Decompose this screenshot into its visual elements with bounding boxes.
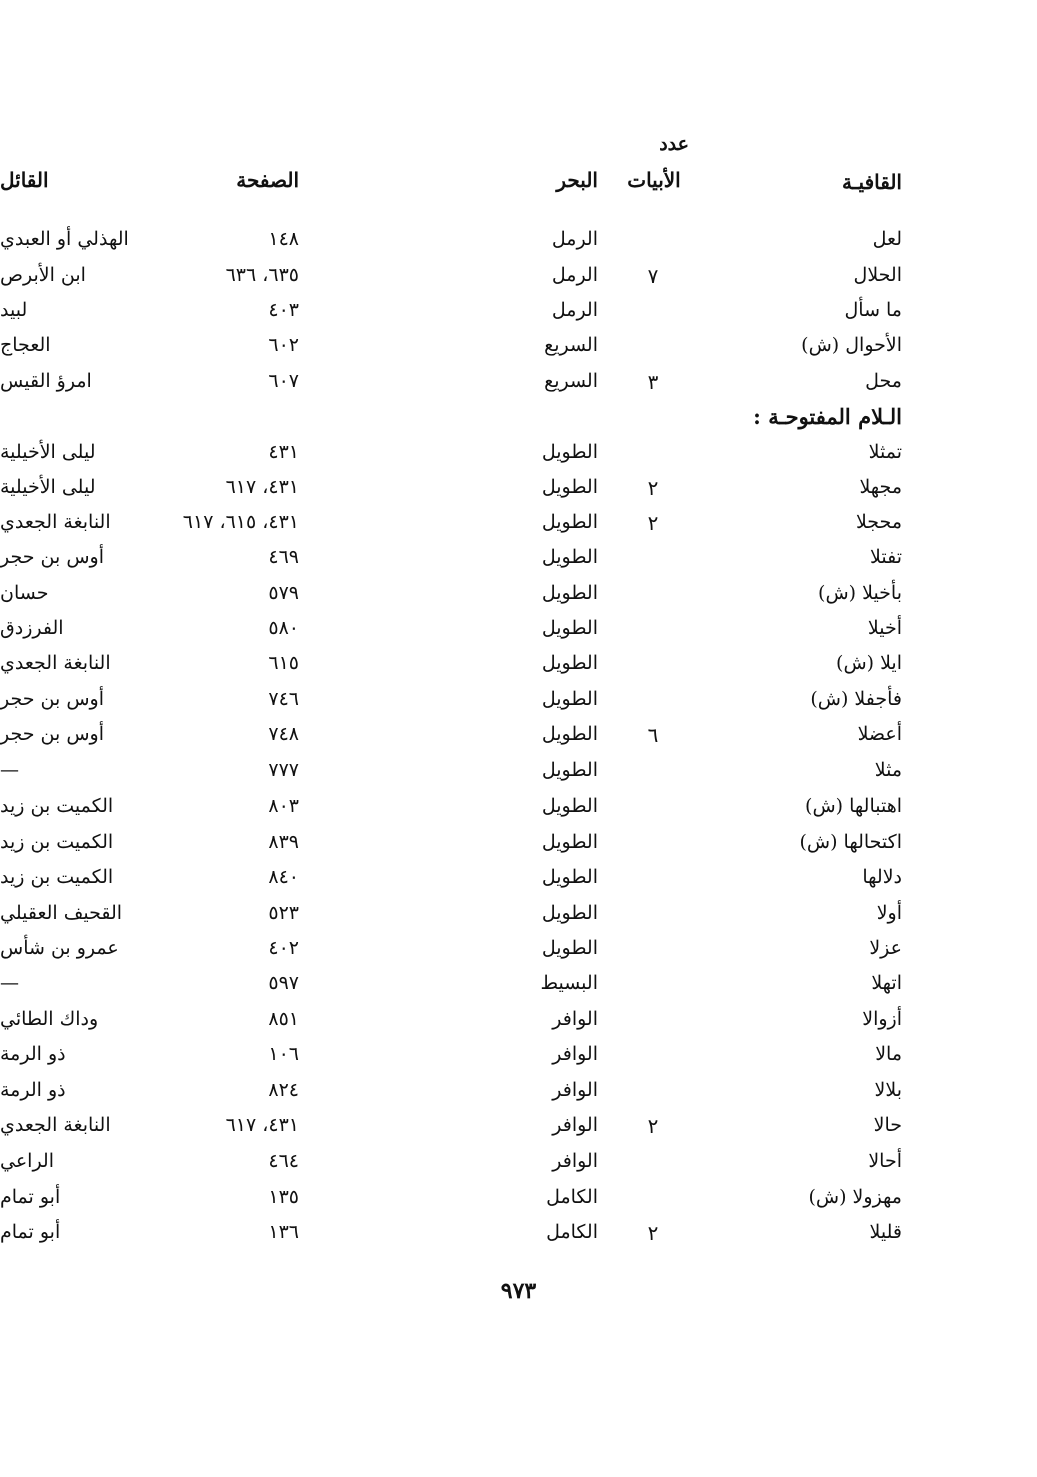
page-cell: ٥٢٣ xyxy=(268,902,299,924)
table-row xyxy=(0,617,1037,651)
page-cell: ٧٤٨ xyxy=(268,723,299,745)
table-row xyxy=(0,688,1037,722)
page-cell: ١٣٥ xyxy=(268,1186,299,1208)
qail-cell: لبيد xyxy=(0,299,28,321)
page-cell: ٨٣٩ xyxy=(268,831,299,853)
qail-cell: الهذلي أو العبدي xyxy=(0,228,129,250)
qail-cell: عمرو بن شأس xyxy=(0,937,119,959)
header-qail: القائل xyxy=(0,168,49,192)
qail-cell: وداك الطائي xyxy=(0,1008,99,1030)
bahr-cell: الطويل xyxy=(541,866,598,888)
table-row xyxy=(0,334,1037,368)
bahr-cell: الطويل xyxy=(541,476,598,498)
header-qafiya: القافيـة xyxy=(841,170,902,194)
table-row xyxy=(0,441,1037,475)
bahr-cell: الطويل xyxy=(541,723,598,745)
bahr-cell: الكامل xyxy=(546,1186,598,1208)
page-cell: ٤٦٩ xyxy=(268,546,299,568)
page-cell: ١٠٦ xyxy=(268,1043,299,1065)
qafiya-cell: بلالا xyxy=(874,1079,902,1101)
page-cell: ٤٣١، ٦١٥، ٦١٧ xyxy=(182,511,299,533)
qail-cell: ذو الرمة xyxy=(0,1079,66,1101)
qafiya-cell: مثلا xyxy=(874,759,902,781)
qafiya-cell: مهزولا (ش) xyxy=(808,1186,902,1208)
qail-cell: ابن الأبرص xyxy=(0,264,86,286)
qail-cell: القحيف العقيلي xyxy=(0,902,123,924)
table-row xyxy=(0,299,1037,333)
count-cell: ٢ xyxy=(647,1221,659,1245)
page-cell: ١٣٦ xyxy=(268,1221,299,1243)
table-row xyxy=(0,370,1037,404)
qafiya-cell: حالا xyxy=(873,1114,902,1136)
qafiya-cell: الحلال xyxy=(853,264,902,286)
page-cell: ٨٤٠ xyxy=(268,866,299,888)
qail-cell: ليلى الأخيلية xyxy=(0,441,96,463)
qafiya-cell: أخيلا xyxy=(867,617,902,639)
bahr-cell: الرمل xyxy=(551,299,598,321)
qafiya-cell: أزوالا xyxy=(862,1008,902,1030)
page-cell: ٨٢٤ xyxy=(268,1079,299,1101)
qafiya-cell: اكتحالها (ش) xyxy=(799,831,902,853)
table-row xyxy=(0,866,1037,900)
qafiya-cell: ما سأل xyxy=(844,299,902,321)
page-cell: ٥٩٧ xyxy=(268,972,299,994)
qafiya-cell: اهتبالها (ش) xyxy=(805,795,902,817)
count-cell: ٢ xyxy=(647,511,659,535)
qail-cell: أبو تمام xyxy=(0,1221,61,1243)
qail-cell: أوس بن حجر xyxy=(0,688,104,710)
table-row xyxy=(0,1114,1037,1148)
page-cell: ٦٠٢ xyxy=(268,334,299,356)
qail-cell: أوس بن حجر xyxy=(0,723,104,745)
qail-cell: الفرزدق xyxy=(0,617,64,639)
qail-cell: الكميت بن زيد xyxy=(0,866,114,888)
qail-cell: الكميت بن زيد xyxy=(0,831,114,853)
table-row xyxy=(0,546,1037,580)
table-row xyxy=(0,1008,1037,1042)
table-row xyxy=(0,723,1037,757)
qail-cell: النابغة الجعدي xyxy=(0,1114,111,1136)
count-cell: ٦ xyxy=(647,723,659,747)
bahr-cell: الوافر xyxy=(552,1008,598,1030)
qafiya-cell: عزلا xyxy=(869,937,902,959)
qafiya-cell: مجهلا xyxy=(859,476,902,498)
qafiya-cell: دلالها xyxy=(862,866,902,888)
table-row xyxy=(0,902,1037,936)
bahr-cell: السريع xyxy=(544,334,598,356)
bahr-cell: الطويل xyxy=(541,617,598,639)
bahr-cell: الطويل xyxy=(541,688,598,710)
qafiya-cell: لعل xyxy=(872,228,902,250)
bahr-cell: الطويل xyxy=(541,441,598,463)
table-row xyxy=(0,1150,1037,1184)
bahr-cell: الوافر xyxy=(552,1043,598,1065)
bahr-cell: الطويل xyxy=(541,937,598,959)
qafiya-cell: تمثلا xyxy=(868,441,902,463)
bahr-cell: الرمل xyxy=(551,228,598,250)
bahr-cell: البسيط xyxy=(540,972,598,994)
page-cell: ٤٣١، ٦١٧ xyxy=(225,1114,299,1136)
table-row xyxy=(0,476,1037,510)
qail-cell: أوس بن حجر xyxy=(0,546,104,568)
bahr-cell: الطويل xyxy=(541,759,598,781)
table-row xyxy=(0,1221,1037,1255)
page-cell: ٤٠٣ xyxy=(268,299,299,321)
qafiya-cell: ايلا (ش) xyxy=(836,652,902,674)
bahr-cell: الطويل xyxy=(541,652,598,674)
bahr-cell: الكامل xyxy=(546,1221,598,1243)
qafiya-cell: محل xyxy=(865,370,902,392)
table-row xyxy=(0,511,1037,545)
bahr-cell: الطويل xyxy=(541,546,598,568)
header-bahr: البحر xyxy=(556,168,598,192)
qail-cell: — xyxy=(0,759,19,781)
page-cell: ٦٣٥، ٦٣٦ xyxy=(225,264,299,286)
table-row xyxy=(0,759,1037,793)
page-cell: ٤٣١ xyxy=(268,441,299,463)
bahr-cell: الطويل xyxy=(541,902,598,924)
bahr-cell: الطويل xyxy=(541,582,598,604)
page-cell: ٤٣١، ٦١٧ xyxy=(225,476,299,498)
table-row xyxy=(0,795,1037,829)
count-cell: ٧ xyxy=(647,264,659,288)
bahr-cell: الطويل xyxy=(541,831,598,853)
bahr-cell: الوافر xyxy=(552,1079,598,1101)
bahr-cell: الوافر xyxy=(552,1114,598,1136)
qail-cell: امرؤ القيس xyxy=(0,370,92,392)
header-adad: عدد xyxy=(659,133,689,155)
page-cell: ٥٨٠ xyxy=(268,617,299,639)
qail-cell: النابغة الجعدي xyxy=(0,652,111,674)
qafiya-cell: بأخيلا (ش) xyxy=(818,582,902,604)
qail-cell: — xyxy=(0,972,19,994)
table-row xyxy=(0,1186,1037,1220)
page-cell: ٨٥١ xyxy=(268,1008,299,1030)
qafiya-cell: الأحوال (ش) xyxy=(801,334,902,356)
qafiya-cell: تفتلا xyxy=(870,546,902,568)
qail-cell: أبو تمام xyxy=(0,1186,61,1208)
page-cell: ٦٠٧ xyxy=(268,370,299,392)
table-row xyxy=(0,1079,1037,1113)
qail-cell: الراعي xyxy=(0,1150,55,1172)
table-row xyxy=(0,582,1037,616)
section-title: الـلام المفتوحـة : xyxy=(753,404,902,429)
bahr-cell: الطويل xyxy=(541,511,598,533)
qafiya-cell: فأجفلا (ش) xyxy=(810,688,902,710)
bahr-cell: الرمل xyxy=(551,264,598,286)
count-cell: ٣ xyxy=(647,370,659,394)
qafiya-cell: اتهلا xyxy=(871,972,902,994)
page-cell: ٤٠٢ xyxy=(268,937,299,959)
qail-cell: النابغة الجعدي xyxy=(0,511,111,533)
table-row xyxy=(0,937,1037,971)
page-cell: ١٤٨ xyxy=(268,228,299,250)
page-cell: ٨٠٣ xyxy=(268,795,299,817)
qail-cell: حسان xyxy=(0,582,49,604)
header-abyat: الأبيات xyxy=(627,168,681,192)
qafiya-cell: مالا xyxy=(875,1043,902,1065)
table-row xyxy=(0,228,1037,262)
page-cell: ٧٧٧ xyxy=(268,759,299,781)
count-cell: ٢ xyxy=(647,1114,659,1138)
qail-cell: ذو الرمة xyxy=(0,1043,66,1065)
count-cell: ٢ xyxy=(647,476,659,500)
qafiya-cell: أعضلا xyxy=(857,723,902,745)
page-number: ٩٧٣ xyxy=(500,1278,537,1304)
table-row xyxy=(0,972,1037,1006)
page-cell: ٤٦٤ xyxy=(268,1150,299,1172)
table-row xyxy=(0,831,1037,865)
table-row xyxy=(0,264,1037,298)
header-safha: الصفحة xyxy=(236,168,299,192)
page-cell: ٦١٥ xyxy=(268,652,299,674)
table-row xyxy=(0,1043,1037,1077)
table-row xyxy=(0,652,1037,686)
bahr-cell: الطويل xyxy=(541,795,598,817)
page-cell: ٥٧٩ xyxy=(268,582,299,604)
qail-cell: العجاج xyxy=(0,334,51,356)
qail-cell: الكميت بن زيد xyxy=(0,795,114,817)
page-cell: ٧٤٦ xyxy=(268,688,299,710)
qafiya-cell: محجلا xyxy=(855,511,902,533)
qail-cell: ليلى الأخيلية xyxy=(0,476,96,498)
qafiya-cell: أحالا xyxy=(868,1150,902,1172)
qafiya-cell: قليلا xyxy=(869,1221,902,1243)
bahr-cell: الوافر xyxy=(552,1150,598,1172)
qafiya-cell: أولا xyxy=(876,902,902,924)
bahr-cell: السريع xyxy=(544,370,598,392)
